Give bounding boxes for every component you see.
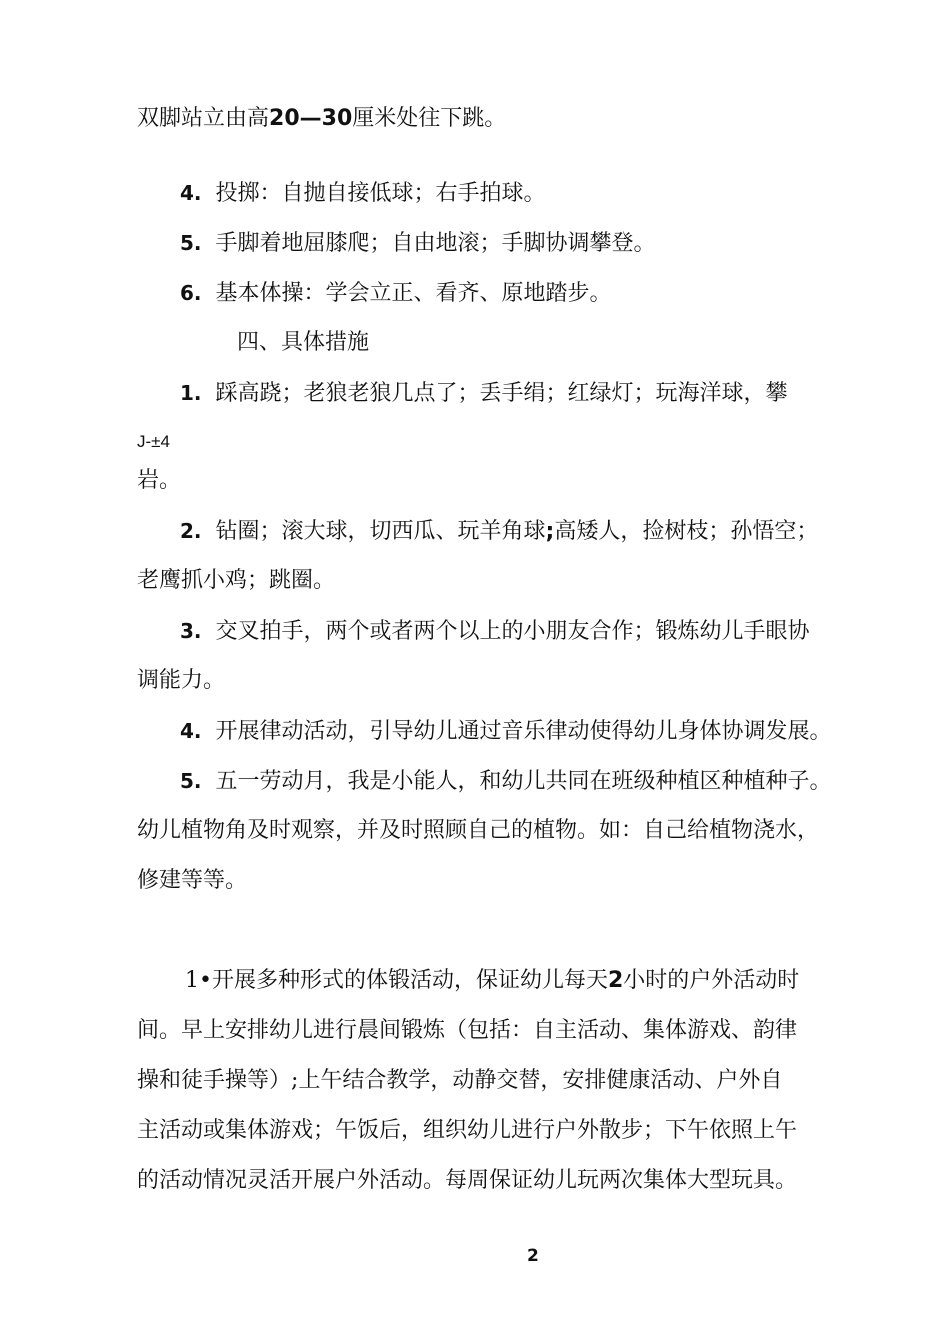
page-number: 2 <box>527 1246 539 1266</box>
list-item-text: 投掷：自抛自接低球；右手拍球。 <box>215 181 546 206</box>
text-line: 老鹰抓小鸡；跳圈。 <box>137 568 336 593</box>
section-heading: 四、具体措施 <box>237 330 370 355</box>
list-item <box>180 716 832 747</box>
text-line: 的活动情况灵活开展户外活动。每周保证幼儿玩两次集体大型玩具。 <box>137 1168 798 1193</box>
text-line: 岩。 <box>137 468 182 493</box>
list-item-text: 基本体操：学会立正、看齐、原地踏步。 <box>215 281 612 306</box>
text-segment: 2 <box>607 968 624 993</box>
text-line: 调能力。 <box>137 668 226 693</box>
list-number: 1. <box>180 381 202 405</box>
text-segment: 双脚站立由高 <box>137 106 270 131</box>
list-item-text: 开展律动活动，引导幼儿通过音乐律动使得幼儿身体协调发展。 <box>215 719 832 744</box>
list-number: 5. <box>180 231 202 255</box>
text-segment: ; <box>545 519 555 544</box>
text-line: 幼儿植物角及时观察，并及时照顾自己的植物。如：自己给植物浇水， <box>137 818 820 843</box>
text-segment: 小时的户外活动时 <box>623 968 800 993</box>
text-segment: 20—30 <box>269 106 353 131</box>
list-item <box>180 616 810 647</box>
list-number: 3. <box>180 619 202 643</box>
list-item <box>180 278 612 309</box>
stray-text: J-±4 <box>137 432 170 451</box>
text-line <box>185 966 799 996</box>
list-item <box>180 178 546 209</box>
list-number: 6. <box>180 281 202 305</box>
text-line: 操和徒手操等）;上午结合教学，动静交替，安排健康活动、户外自 <box>137 1068 783 1093</box>
text-segment: 1•开展多种形式的体锻活动，保证幼儿每天 <box>185 968 608 993</box>
text-line <box>137 104 506 134</box>
list-number: 4. <box>180 181 202 205</box>
text-segment: 厘米处往下跳。 <box>352 106 507 131</box>
list-item-text: 踩高跷；老狼老狼几点了；丢手绢；红绿灯；玩海洋球，攀 <box>215 381 788 406</box>
text-line: 主活动或集体游戏；午饭后，组织幼儿进行户外散步；下午依照上午 <box>137 1118 798 1143</box>
text-line: 修建等等。 <box>137 868 248 893</box>
list-item-text: 钻圈；滚大球，切西瓜、玩羊角球 <box>215 519 546 544</box>
list-item <box>180 766 832 797</box>
list-item-text: 手脚着地屈膝爬；自由地滚；手脚协调攀登。 <box>215 231 656 256</box>
list-item-text: 交叉拍手，两个或者两个以上的小朋友合作；锻炼幼儿手眼协 <box>215 619 810 644</box>
list-number: 4. <box>180 719 202 743</box>
list-item <box>180 516 818 547</box>
text-segment: 高矮人，捡树枝；孙悟空； <box>554 519 819 544</box>
list-item <box>180 378 788 409</box>
list-number: 5. <box>180 769 202 793</box>
list-number: 2. <box>180 519 202 543</box>
list-item <box>180 228 656 259</box>
text-line: 间。早上安排幼儿进行晨间锻炼（包括：自主活动、集体游戏、韵律 <box>137 1018 798 1043</box>
list-item-text: 五一劳动月，我是小能人，和幼儿共同在班级种植区种植种子。 <box>215 769 832 794</box>
